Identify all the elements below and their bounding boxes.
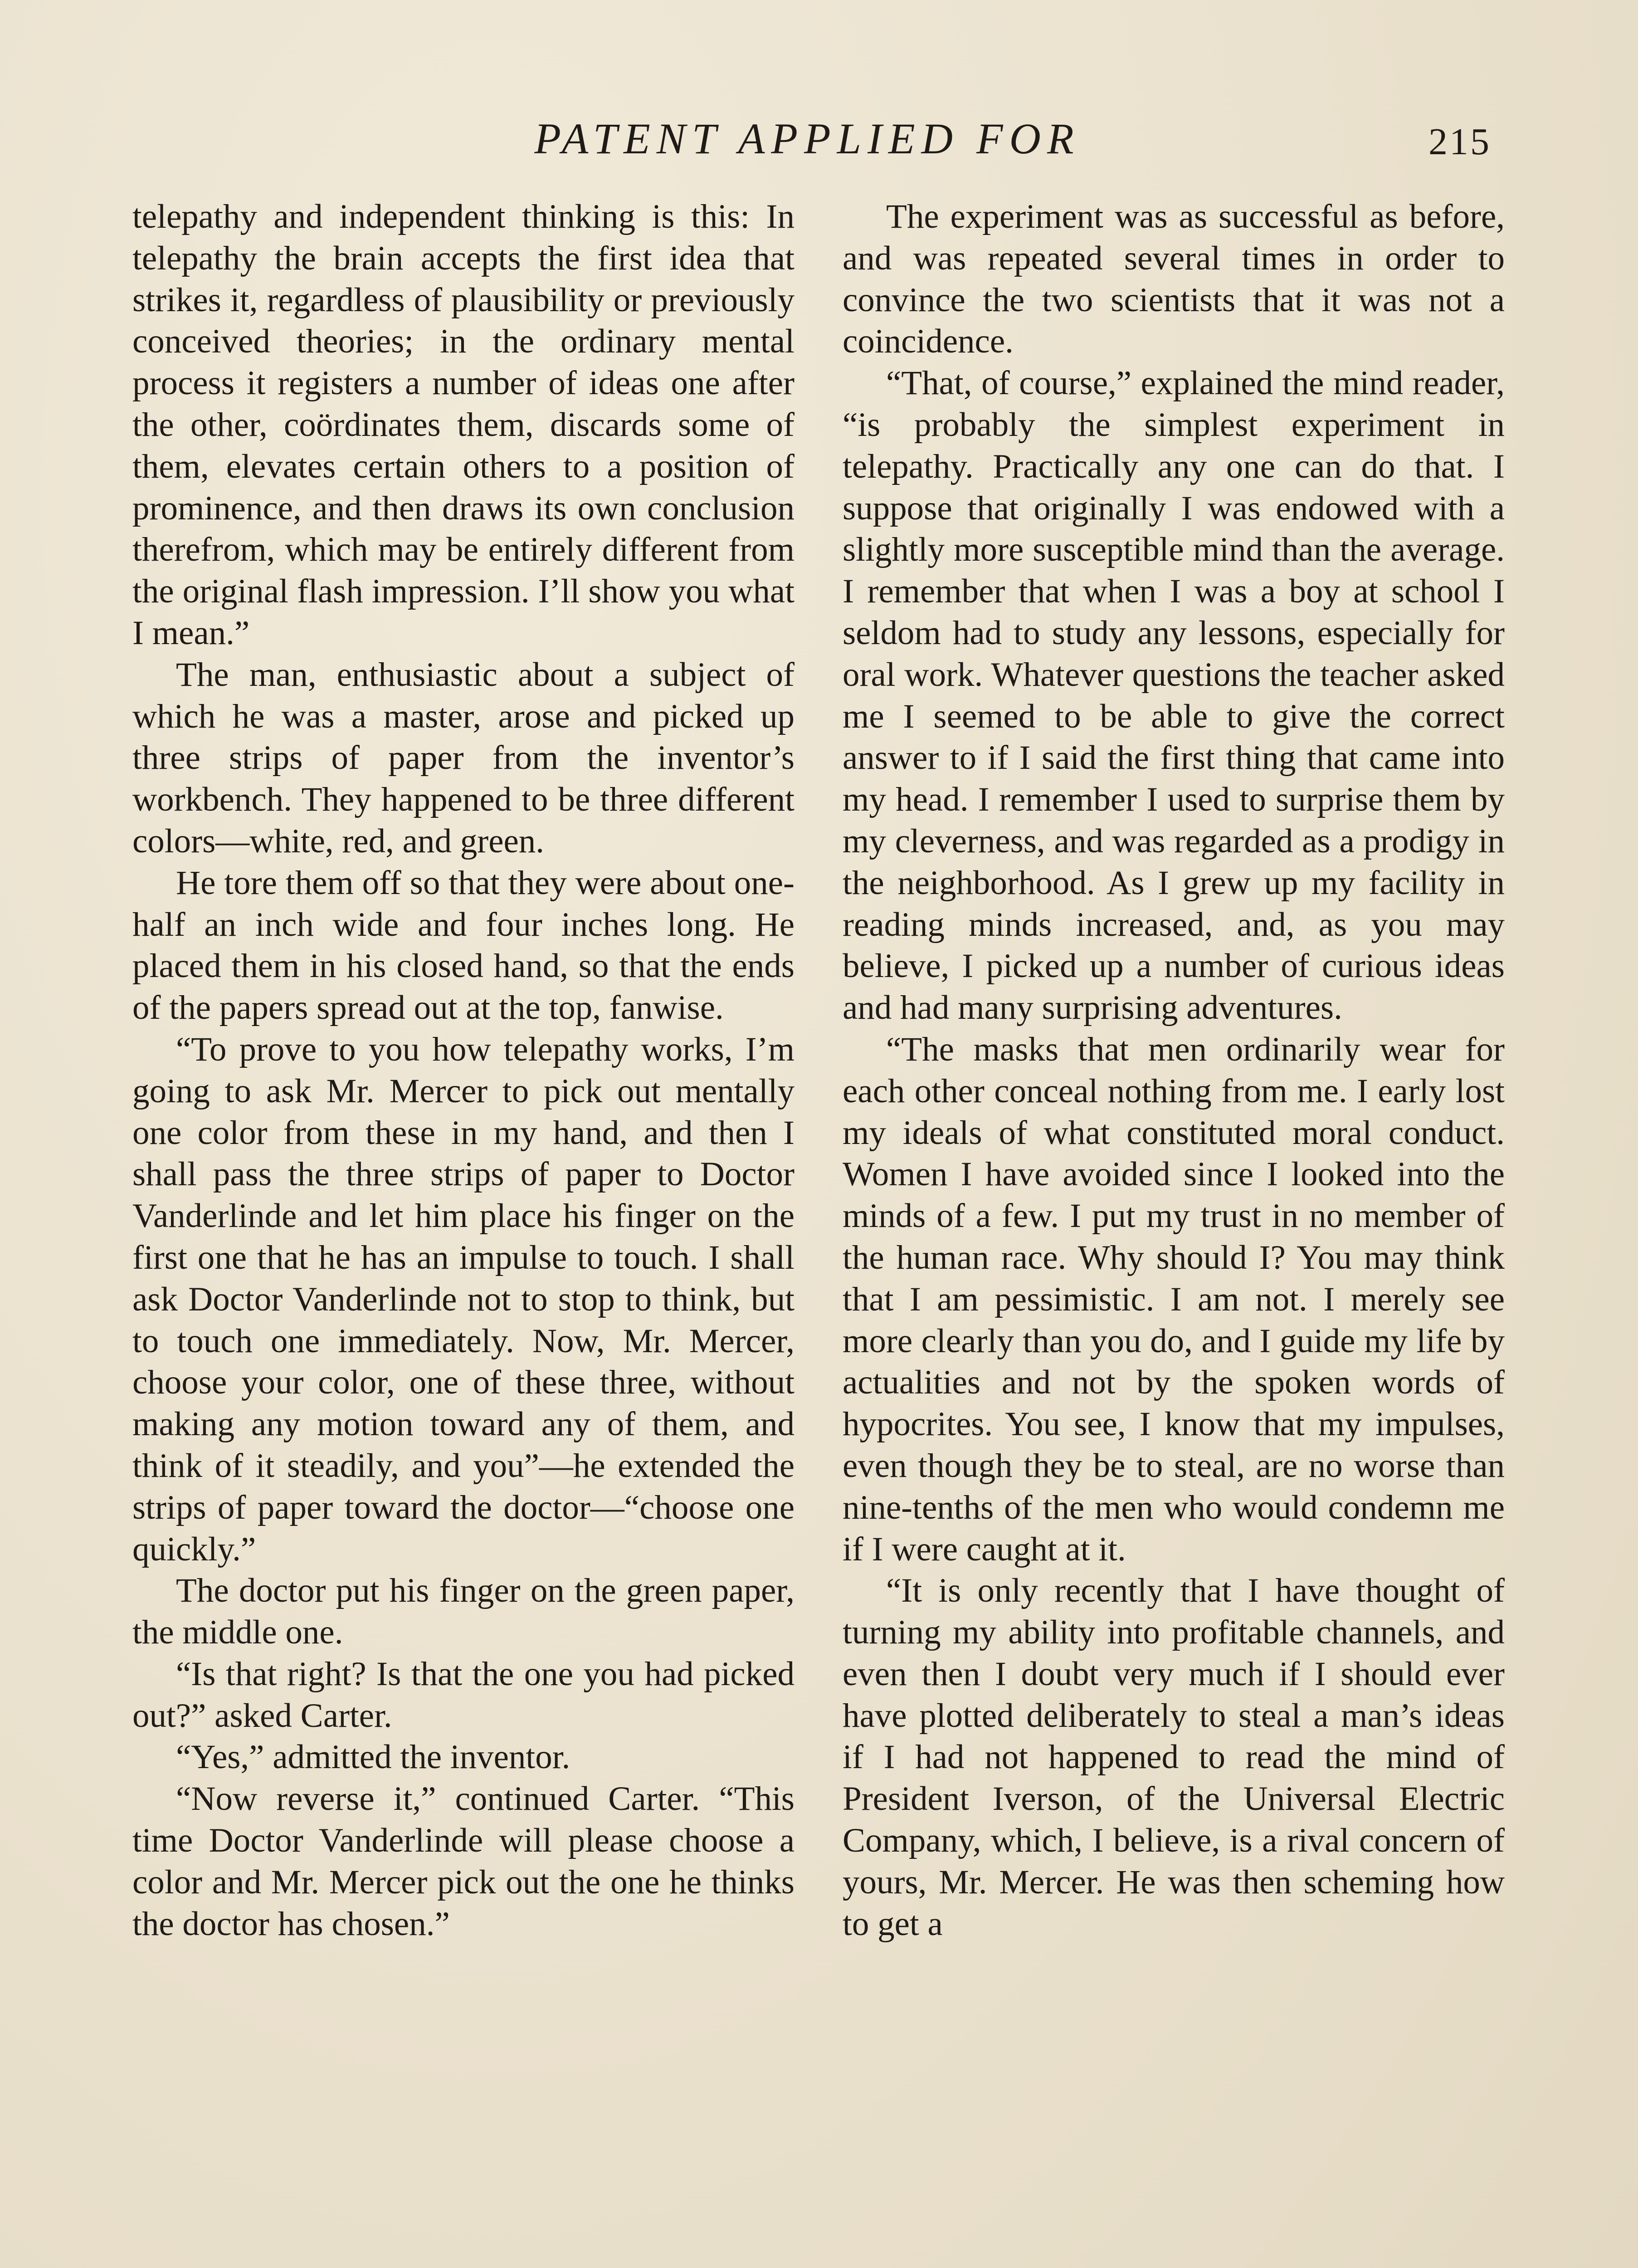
paragraph: The man, enthusiastic about a subject of which he was a master, arose and picked up three strips of paper from the inventor’s workbench. They happened to be three different colors—white, red, and green. [132, 655, 795, 860]
page-number: 215 [1428, 121, 1491, 163]
paragraph: “It is only recently that I have thought of turning my ability into profitable channels, and even then I doubt very much if I should ever have plotted deliberately to steal a man’s ideas if I had not happened to read the mind of President Iverson, of the Universal Electric Company, which, I believe, is a rival concern of yours, Mr. Mercer. He was then scheming how to get a [843, 1572, 1505, 1943]
paragraph: He tore them off so that they were about one-half an inch wide and four inches long. He placed them in his closed hand, so that the ends of the papers spread out at the top, fanwise. [132, 864, 795, 1027]
left-column [132, 196, 795, 2268]
paragraph: “The masks that men ordinarily wear for each other conceal nothing from me. I early lost my ideals of what constituted moral conduct. Women I have avoided since I looked into the minds of a few. I put my trust in no member of the human race. Why should I? You may think that I am pessimistic. I am not. I merely see more clearly than you do, and I guide my life by actualities and not by the spoken words of hypocrites. You see, I know that my impulses, even though they be to steal, are no worse than nine-tenths of the men who would condemn me if I were caught at it. [843, 1030, 1505, 1568]
paragraph: telepathy and independent thinking is this: In telepathy the brain accepts the first idea that strikes it, regardless of plausibility or previously conceived theories; in the ordinary mental process it registers a number of ideas one after the other, coördinates them, discards some of them, elevates certain others to a position of prominence, and then draws its own conclusion therefrom, which may be entirely different from the original flash impression. I’ll show you what I mean.” [132, 198, 795, 652]
paragraph: “Is that right? Is that the one you had picked out?” asked Carter. [132, 1655, 795, 1735]
paragraph: The experiment was as successful as before, and was repeated several times in order to convince the two scientists that it was not a coincidence. [843, 198, 1505, 361]
page-header [0, 113, 1638, 172]
paragraph: “That, of course,” explained the mind reader, “is probably the simplest experiment in telepathy. Practically any one can do that. I suppose that originally I was endowed with a slightly more susceptible mind than the average. I remember that when I was a boy at school I seldom had to study any lessons, especially for oral work. Whatever questions the teacher asked me I seemed to be able to give the correct answer to if I said the first thing that came into my head. I remember I used to surprise them by my cleverness, and was regarded as a prodigy in the neighborhood. As I grew up my facility in reading minds increased, and, as you may believe, I picked up a number of curious ideas and had many surprising adventures. [843, 364, 1505, 1027]
paragraph: The doctor put his finger on the green paper, the middle one. [132, 1572, 795, 1652]
paragraph: “To prove to you how telepathy works, I’m going to ask Mr. Mercer to pick out mentally one color from these in my hand, and then I shall pass the three strips of paper to Doctor Vanderlinde and let him place his finger on the first one that he has an impulse to touch. I shall ask Doctor Vanderlinde not to stop to think, but to touch one immediately. Now, Mr. Mercer, choose your color, one of these three, without making any motion toward any of them, and think of it steadily, and you”—he extended the strips of paper toward the doctor—“choose one quickly.” [132, 1030, 795, 1568]
right-column [843, 196, 1505, 2268]
paragraph: “Yes,” admitted the inventor. [176, 1738, 570, 1776]
paragraph: “Now reverse it,” continued Carter. “This time Doctor Vanderlinde will please choose a color and Mr. Mercer pick out the one he thinks the doctor has chosen.” [132, 1780, 795, 1943]
running-title: PATENT APPLIED FOR [534, 114, 1080, 163]
